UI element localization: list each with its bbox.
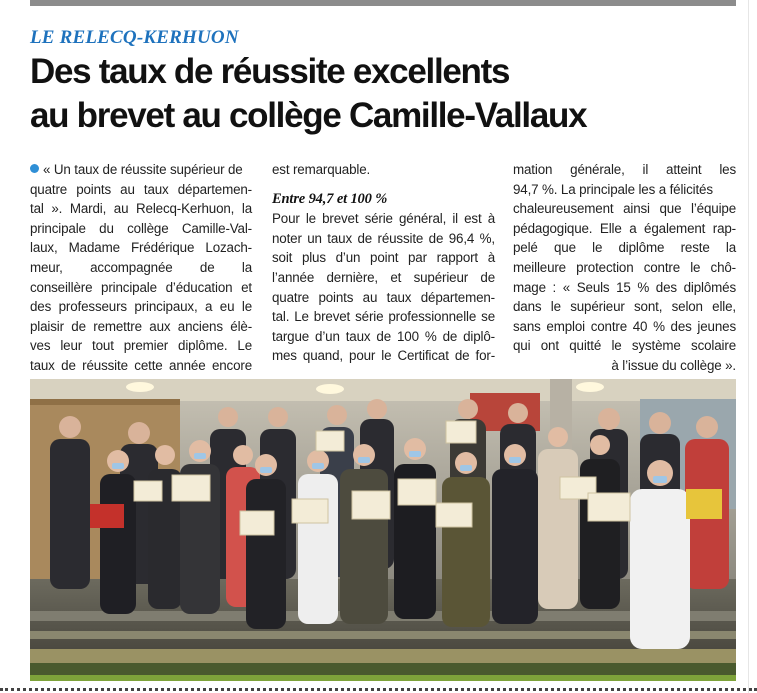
text-line: l’année dernière, et supérieur de <box>272 269 495 285</box>
text-line: plaisir de remettre aux anciens élè- <box>30 318 252 334</box>
group-photo <box>30 379 736 681</box>
text-column-1 <box>30 160 252 376</box>
text-line: noter un taux de réussite de 96,4 %, <box>272 230 495 246</box>
text-line: soit plus d’un point par rapport à <box>272 250 495 266</box>
text-line: à l’issue du collège ». <box>611 357 736 373</box>
text-line: mes quand, pour le Certificat de for- <box>272 348 495 364</box>
headline-line-2: au brevet au collège Camille-Vallaux <box>30 96 587 135</box>
text-column-2 <box>272 160 495 366</box>
page-edge <box>748 0 749 693</box>
text-line: des professeurs principaux, a eu le <box>30 299 252 315</box>
text-line: mage : « Seuls 15 % des diplômés <box>513 279 736 295</box>
text-line: est remarquable. <box>272 162 371 177</box>
bottom-dotted-rule <box>0 688 757 691</box>
text-line: taux de réussite cette année encore <box>30 357 252 373</box>
text-column-3 <box>513 160 736 376</box>
article-subheading: Entre 94,7 et 100 % <box>272 190 388 207</box>
text-line: Pour le brevet série général, il est à <box>272 211 495 227</box>
text-line <box>30 160 252 180</box>
top-rule <box>30 0 736 6</box>
article-headline <box>30 50 740 138</box>
text-line: tal ». Mardi, au Relecq-Kerhuon, la <box>30 201 252 217</box>
group-photo-illustration <box>30 379 736 681</box>
text-line: chaleureusement ainsi que l’équipe <box>513 201 736 217</box>
text-line-content: « Un taux de réussite supérieur de <box>43 162 243 177</box>
text-line: meur, accompagnée de la <box>30 259 252 275</box>
text-line: conseillère principale d’éducation et <box>30 279 252 295</box>
text-line: dans le supérieur sont, selon elle, <box>513 299 736 315</box>
text-line: pédagogique. Elle a également rap- <box>513 220 736 236</box>
text-line: tal. Le brevet série professionnelle se <box>272 309 495 325</box>
text-line: 94,7 %. La principale les a félicités <box>513 181 713 197</box>
text-line: principale du collège Camille-Val- <box>30 220 252 236</box>
bullet-icon <box>30 164 39 173</box>
text-line: laux, Madame Frédérique Lozach- <box>30 240 252 256</box>
text-line: meilleure protection contre le chô- <box>513 259 736 275</box>
text-line: ves leur tout premier diplôme. Le <box>30 338 252 354</box>
text-line: quatre points au taux départemen- <box>30 181 252 197</box>
text-line: qui ont quitté le système scolaire <box>513 338 736 354</box>
text-line: targue d’un taux de 100 % de diplô- <box>272 328 495 344</box>
text-line: mation générale, il atteint les <box>513 162 736 177</box>
article-kicker: LE RELECQ-KERHUON <box>30 27 239 48</box>
headline-line-1: Des taux de réussite excellents <box>30 52 510 91</box>
text-line: sans emploi contre 40 % des jeunes <box>513 318 736 334</box>
text-line: pelé que le diplôme reste la <box>513 240 736 256</box>
text-line: quatre points au taux départemen- <box>272 289 495 305</box>
